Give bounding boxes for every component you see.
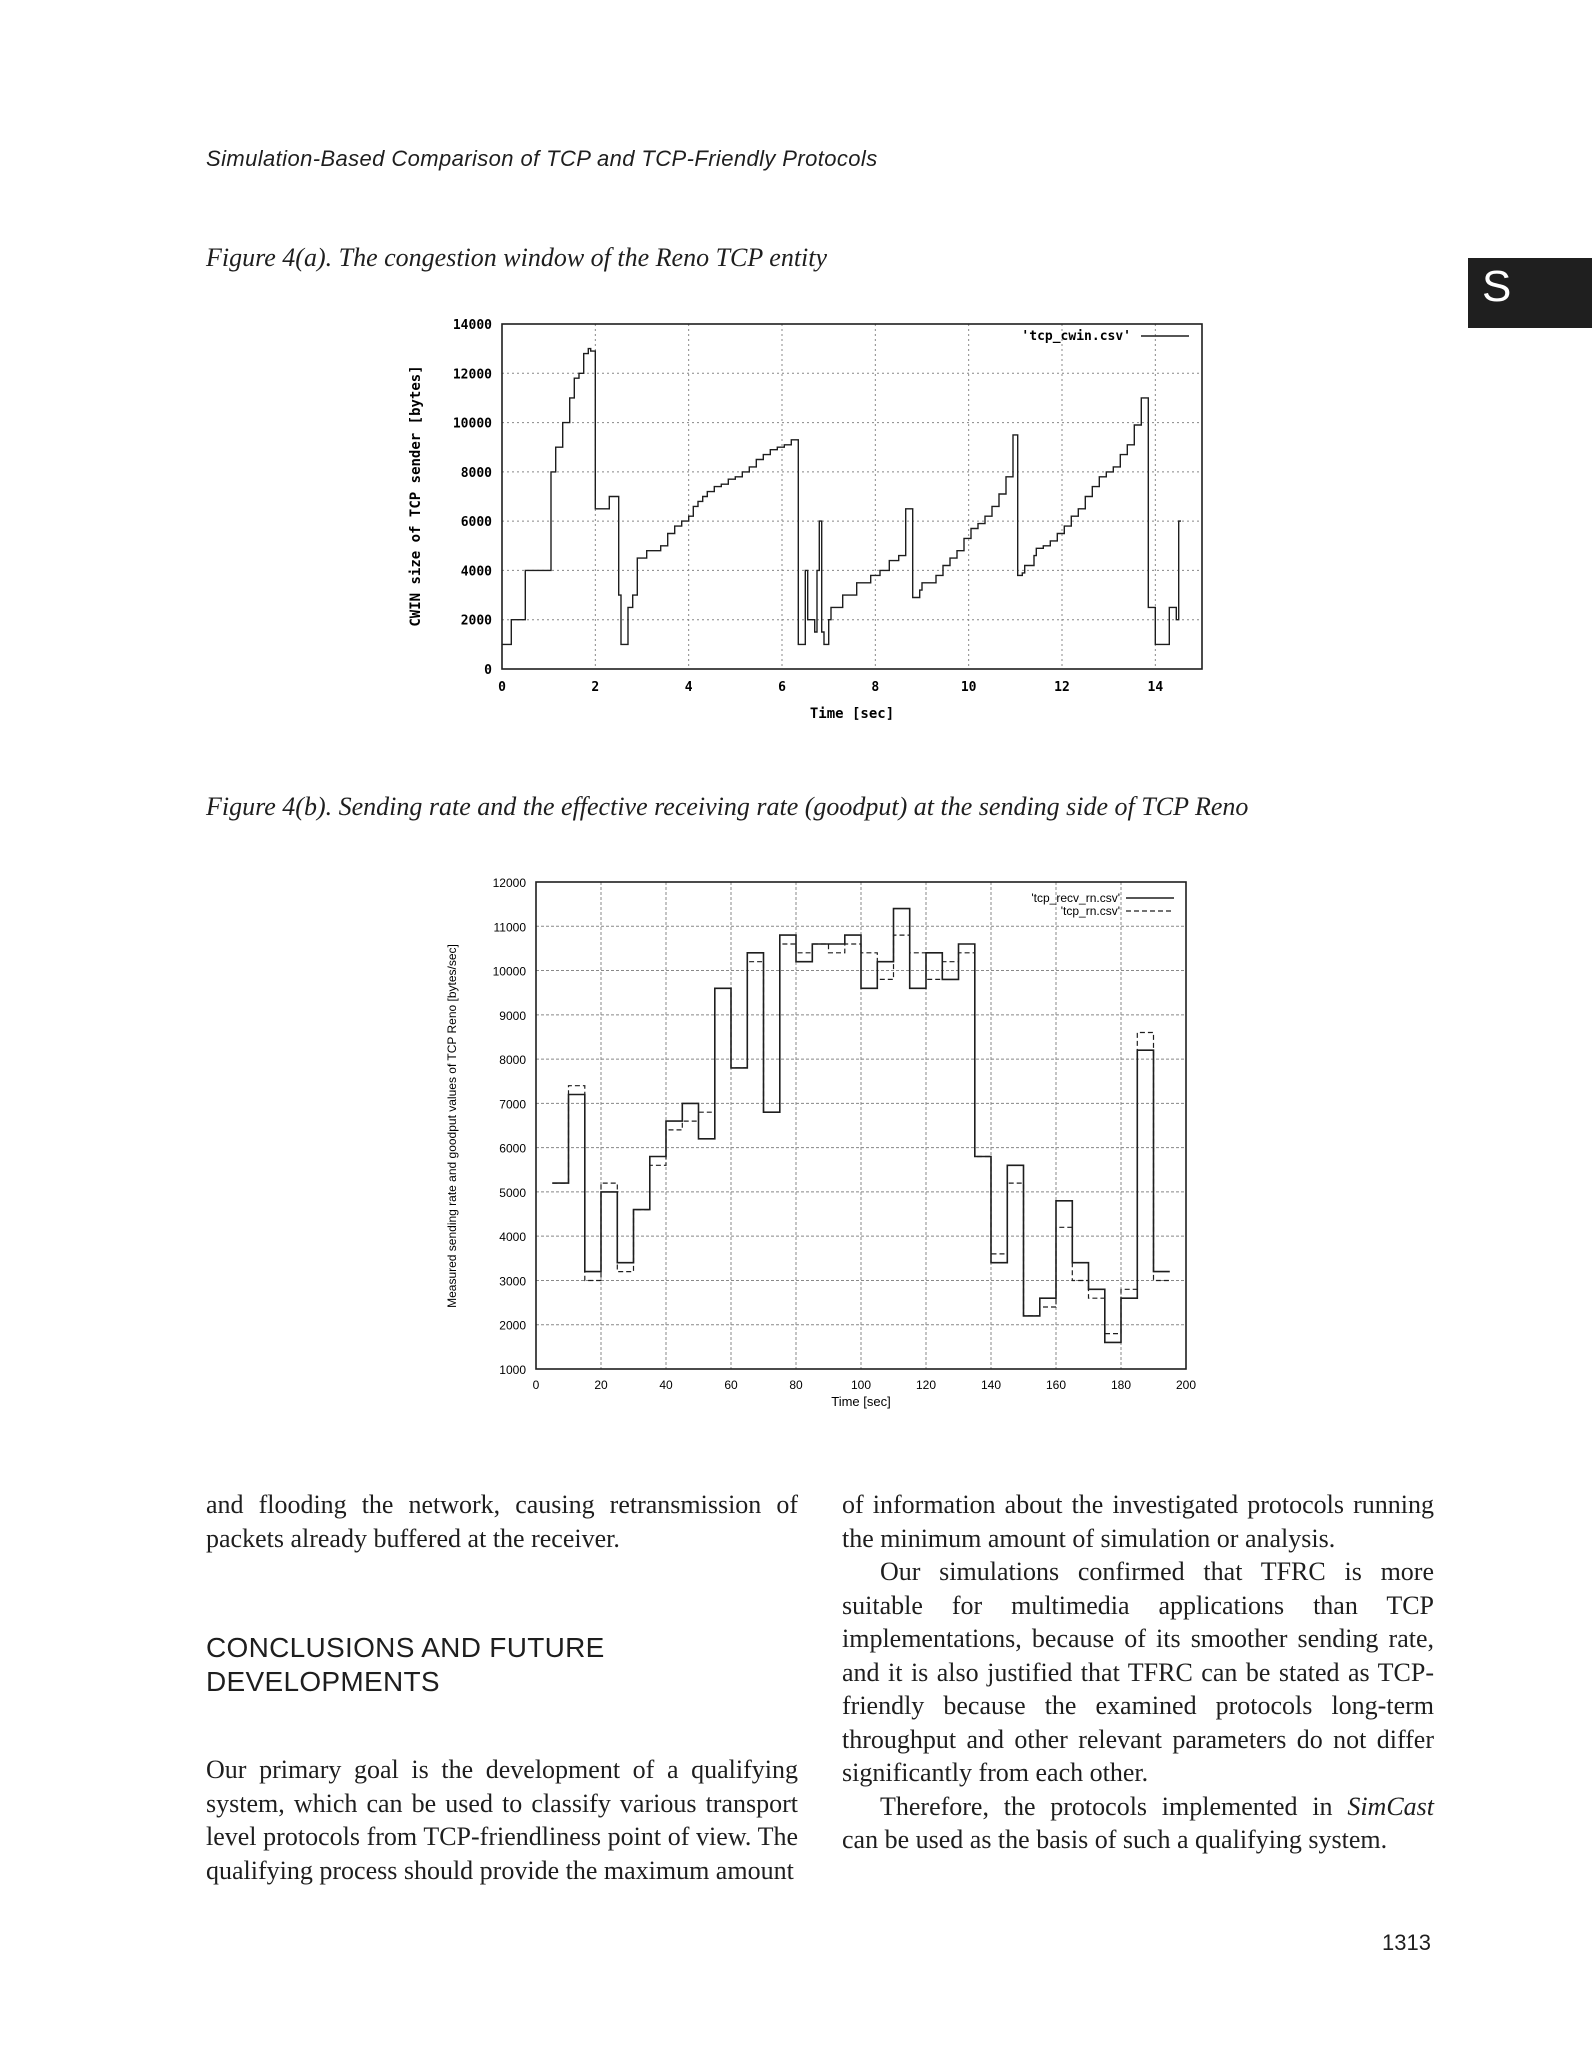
chart-b-y-tick-label: 2000: [499, 1318, 526, 1333]
paragraph-text: can be used as the basis of such a qualifying system.: [842, 1825, 1388, 1854]
section-heading: CONCLUSIONS AND FUTURE DEVELOPMENTS: [206, 1632, 605, 1697]
chart-b-y-tick-label: 11000: [493, 920, 526, 935]
chart-b-x-tick-label: 140: [980, 1378, 1002, 1392]
section-tab: S: [1468, 258, 1592, 328]
chart-b-ylabel: Measured sending rate and goodput values of TCP Reno [bytes/sec]: [445, 944, 459, 1308]
chart-b-x-tick-label: 180: [1110, 1378, 1132, 1392]
chart-b-y-tick-label: 1000: [499, 1363, 526, 1377]
chart-a-ticks: [453, 318, 1163, 695]
chart-a-x-tick-label: 4: [684, 680, 693, 695]
chart-b-legend-label-rn: 'tcp_rn.csv': [1060, 904, 1120, 918]
chart-b-ticks: [493, 876, 1197, 1392]
figure-4a-chart: [396, 306, 1226, 736]
chart-b-xlabel: Time [sec]: [831, 1394, 891, 1409]
simcast-emphasis: SimCast: [1347, 1791, 1434, 1821]
chart-b-x-tick-label: 0: [532, 1378, 540, 1392]
figure-4a-caption: Figure 4(a). The congestion window of the Reno TCP entity: [206, 243, 828, 272]
chart-a-x-tick-label: 6: [778, 680, 786, 695]
chart-a-y-tick-label: 8000: [460, 465, 492, 481]
chart-b-x-tick-label: 200: [1175, 1378, 1197, 1392]
chart-a-y-tick-label: 0: [484, 663, 492, 678]
chart-a-x-tick-label: 10: [960, 680, 977, 695]
paragraph: [842, 1790, 1434, 1857]
chart-a-y-tick-label: 12000: [452, 367, 492, 383]
chart-a-y-tick-label: 14000: [452, 318, 492, 333]
chart-b-x-tick-label: 100: [850, 1378, 872, 1392]
chart-b-x-tick-label: 60: [724, 1378, 738, 1392]
paragraph: Our primary goal is the development of a qualifying system, which can be used to classify various transport level protocols from TCP-friendliness point of view. The qualifying process should provide the maximum amount: [206, 1755, 798, 1885]
chart-a-x-tick-label: 8: [871, 680, 880, 695]
chart-b-x-tick-label: 20: [594, 1378, 608, 1392]
chart-a-y-tick-label: 10000: [452, 416, 492, 432]
paragraph: Our simulations confirmed that TFRC is more suitable for multimedia applications than TCP implementations, because of its smoother sending rate, and it is also justified that TFRC can be stated as TCP-friendly because the examined protocols long-term throughput and other relevant parameters do not differ significantly from each other.: [842, 1557, 1434, 1787]
chart-a-y-tick-label: 6000: [460, 515, 492, 531]
paragraph: of information about the investigated protocols running the minimum amount of simulation or analysis.: [842, 1490, 1434, 1553]
chart-a-y-tick-label: 4000: [460, 564, 492, 580]
chart-b-x-tick-label: 80: [789, 1378, 803, 1392]
chart-a-x-tick-label: 0: [498, 680, 506, 695]
figure-4b-chart: [430, 868, 1210, 1418]
chart-a-x-tick-label: 14: [1147, 680, 1164, 695]
chart-a-x-tick-label: 12: [1054, 680, 1070, 695]
chart-b-y-tick-label: 4000: [499, 1230, 526, 1245]
chart-b-y-tick-label: 5000: [499, 1185, 526, 1200]
chart-b-y-tick-label: 7000: [499, 1097, 526, 1112]
chart-a-ylabel: CWIN size of TCP sender [bytes]: [408, 365, 424, 627]
body-column-right: [842, 1488, 1434, 1857]
chart-b-y-tick-label: 10000: [492, 964, 526, 979]
chart-b-x-tick-label: 160: [1045, 1378, 1067, 1392]
figure-4b-caption: Figure 4(b). Sending rate and the effective receiving rate (goodput) at the sending side of TCP Reno: [206, 792, 1249, 821]
paragraph: and flooding the network, causing retransmission of packets already buffered at the receiver.: [206, 1490, 798, 1553]
chart-b-x-tick-label: 40: [659, 1378, 673, 1392]
chart-b-y-tick-label: 3000: [499, 1274, 526, 1289]
running-head: Simulation-Based Comparison of TCP and TCP-Friendly Protocols: [206, 146, 878, 171]
chart-a-plot-frame: [502, 324, 1202, 669]
chart-a-legend-label: 'tcp_cwin.csv': [1021, 329, 1131, 344]
chart-b-x-tick-label: 120: [915, 1378, 937, 1392]
chart-b-y-tick-label: 9000: [499, 1008, 526, 1023]
chart-b-y-tick-label: 12000: [492, 876, 526, 890]
chart-b-legend-label-recv: 'tcp_recv_rn.csv': [1031, 891, 1120, 905]
chart-a-x-tick-label: 2: [591, 680, 600, 695]
chart-a-xlabel: Time [sec]: [809, 706, 895, 722]
chart-a-series-line-tcp-cwin: [502, 349, 1181, 645]
chart-b-y-tick-label: 8000: [499, 1053, 526, 1068]
body-column-left: [206, 1488, 798, 1887]
page-number: 1313: [1382, 1930, 1431, 1955]
chart-b-y-tick-label: 6000: [499, 1141, 526, 1156]
chart-a-y-tick-label: 2000: [460, 613, 492, 629]
paragraph-text: Therefore, the protocols implemented in: [880, 1791, 1348, 1821]
chart-a-grid: [502, 324, 1202, 669]
